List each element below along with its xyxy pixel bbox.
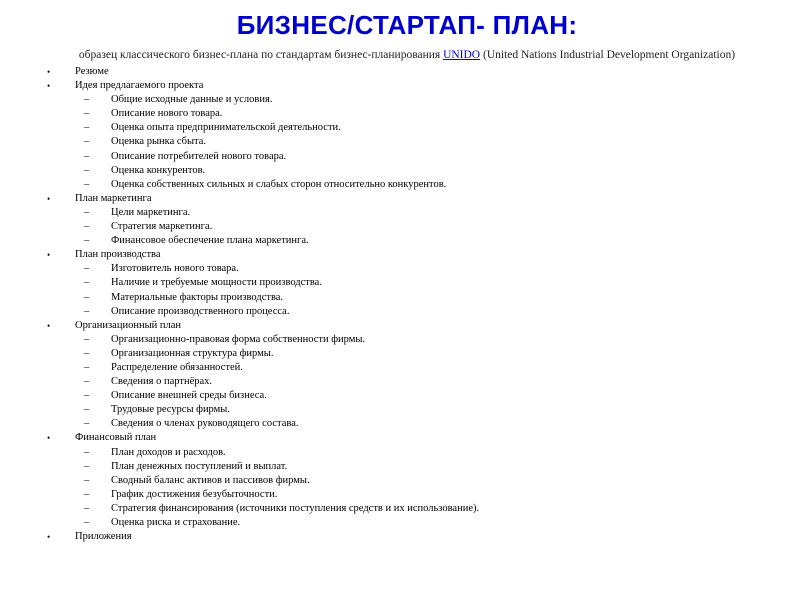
dash-marker: – — [84, 206, 90, 218]
dash-marker: – — [84, 291, 90, 303]
item-label: План денежных поступлений и выплат. — [111, 460, 288, 472]
outline-item — [44, 93, 770, 107]
item-label: План доходов и расходов. — [111, 446, 226, 458]
dash-marker: – — [84, 502, 90, 514]
section-label: Финансовый план — [75, 432, 157, 444]
outline-item — [44, 234, 770, 248]
outline-item — [44, 305, 770, 319]
dash-marker: – — [84, 418, 90, 430]
bullet-marker: • — [47, 193, 51, 204]
outline-section — [44, 248, 770, 262]
section-label: Идея предлагаемого проекта — [75, 80, 204, 92]
section-label: Резюме — [75, 66, 109, 77]
item-label: Трудовые ресурсы фирмы. — [111, 404, 230, 416]
item-label: Цели маркетинга. — [111, 206, 191, 218]
dash-marker: – — [84, 460, 90, 472]
item-label: Финансовое обеспечение плана маркетинга. — [111, 235, 309, 247]
dash-marker: – — [84, 333, 90, 345]
bullet-marker: • — [47, 81, 51, 92]
item-label: Описание внешней среды бизнеса. — [111, 390, 267, 402]
section-label: План производства — [75, 249, 161, 261]
bullet-marker: • — [47, 320, 51, 331]
dash-marker: – — [84, 488, 90, 500]
dash-marker: – — [84, 178, 90, 190]
dash-marker: – — [84, 390, 90, 402]
dash-marker: – — [84, 136, 90, 148]
section-label: Организационный план — [75, 319, 182, 331]
dash-marker: – — [84, 221, 90, 233]
outline-item — [44, 417, 770, 431]
dash-marker: – — [84, 235, 90, 247]
item-label: Организационная структура фирмы. — [111, 347, 274, 359]
dash-marker: – — [84, 94, 90, 106]
outline-section — [44, 65, 770, 79]
item-label: График достижения безубыточности. — [111, 488, 278, 500]
outline-item — [44, 107, 770, 121]
subtitle-text: образец классического бизнес-плана по стандартам бизнес-планирования — [78, 49, 444, 61]
item-label: Наличие и требуемые мощности производства. — [111, 277, 322, 289]
outline-item — [44, 474, 770, 488]
dash-marker: – — [84, 277, 90, 289]
outline-item — [44, 403, 770, 417]
outline-section — [44, 530, 770, 544]
outline-section — [44, 319, 770, 333]
dash-marker: – — [84, 164, 90, 176]
dash-marker: – — [84, 474, 90, 486]
unido-link[interactable]: UNIDO — [443, 49, 481, 61]
dash-marker: – — [84, 517, 90, 528]
item-label: Описание потребителей нового товара. — [111, 150, 287, 162]
dash-marker: – — [84, 305, 90, 317]
section-label: План маркетинга — [75, 192, 152, 204]
bullet-marker: • — [47, 67, 51, 77]
outline-item — [44, 291, 770, 305]
outline-section — [44, 192, 770, 206]
item-label: Оценка риска и страхование. — [111, 517, 241, 528]
outline-item — [44, 389, 770, 403]
outline-item — [44, 460, 770, 474]
item-label: Стратегия маркетинга. — [111, 221, 213, 233]
outline-item — [44, 220, 770, 234]
dash-marker: – — [84, 122, 90, 134]
outline-item — [44, 164, 770, 178]
outline-section — [44, 79, 770, 93]
item-label: Общие исходные данные и условия. — [111, 94, 273, 106]
dash-marker: – — [84, 347, 90, 359]
item-label: Сводный баланс активов и пассивов фирмы. — [111, 474, 310, 486]
outline-item — [44, 347, 770, 361]
outline-item — [44, 178, 770, 192]
plan-outline — [44, 65, 770, 544]
bullet-marker: • — [47, 532, 51, 543]
item-label: Оценка рынка сбыта. — [111, 136, 207, 148]
item-label: Изготовитель нового товара. — [111, 263, 239, 275]
outline-item — [44, 516, 770, 530]
dash-marker: – — [84, 404, 90, 416]
item-label: Оценка конкурентов. — [111, 164, 206, 176]
outline-section — [44, 431, 770, 445]
outline-item — [44, 121, 770, 135]
dash-marker: – — [84, 150, 90, 162]
dash-marker: – — [84, 376, 90, 388]
outline-item — [44, 488, 770, 502]
bullet-marker: • — [47, 433, 51, 444]
outline-item — [44, 150, 770, 164]
item-label: Стратегия финансирования (источники поступления средств и их использование). — [111, 502, 480, 514]
item-label: Организационно-правовая форма собственности фирмы. — [111, 333, 366, 345]
outline-item — [44, 262, 770, 276]
item-label: Оценка опыта предпринимательской деятельности. — [111, 122, 341, 134]
item-label: Распределение обязанностей. — [111, 361, 243, 373]
item-label: Сведения о членах руководящего состава. — [111, 418, 299, 430]
item-label: Оценка собственных сильных и слабых сторон относительно конкурентов. — [111, 178, 447, 190]
section-label: Приложения — [75, 531, 132, 543]
subtitle — [44, 48, 770, 63]
outline-item — [44, 333, 770, 347]
outline-item — [44, 375, 770, 389]
outline-item — [44, 502, 770, 516]
subtitle-text-end: (United Nations Industrial Development Organization) — [480, 49, 736, 61]
page-title: БИЗНЕС/СТАРТАП- ПЛАН: — [236, 10, 578, 40]
dash-marker: – — [84, 108, 90, 120]
bullet-marker: • — [47, 250, 51, 261]
outline-item — [44, 276, 770, 290]
item-label: Описание нового товара. — [111, 108, 223, 120]
outline-item — [44, 135, 770, 149]
item-label: Материальные факторы производства. — [111, 291, 284, 303]
dash-marker: – — [84, 446, 90, 458]
item-label: Описание производственного процесса. — [111, 305, 290, 317]
outline-item — [44, 206, 770, 220]
dash-marker: – — [84, 263, 90, 275]
outline-item — [44, 361, 770, 375]
item-label: Сведения о партнёрах. — [111, 376, 213, 388]
outline-item — [44, 446, 770, 460]
dash-marker: – — [84, 361, 90, 373]
